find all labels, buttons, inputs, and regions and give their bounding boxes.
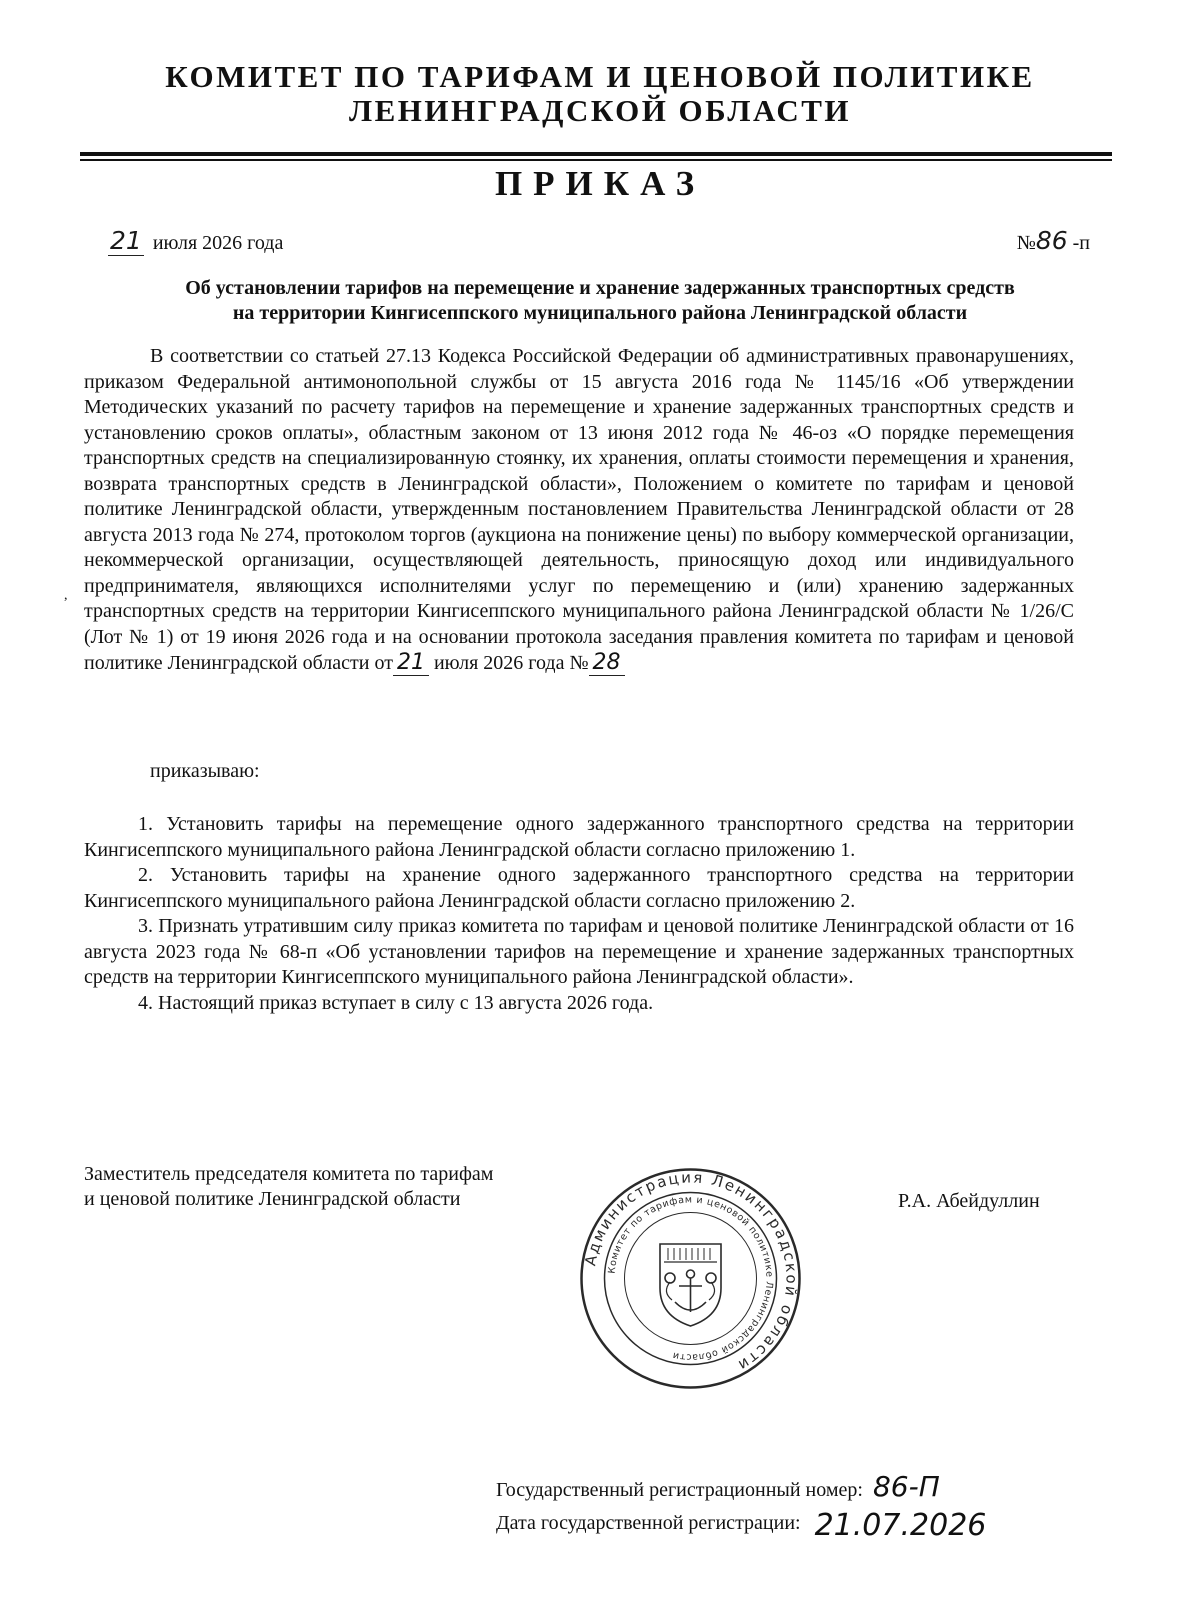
number-prefix: № bbox=[1016, 232, 1036, 254]
handwritten-day: 21 bbox=[110, 226, 142, 255]
registration-date-value: 21.07.2026 bbox=[814, 1508, 987, 1543]
registration-block bbox=[496, 1470, 987, 1543]
header-rule-thin bbox=[80, 159, 1112, 161]
order-items bbox=[84, 812, 1074, 1016]
signatory-position bbox=[84, 1162, 584, 1212]
issuer-line-1: КОМИТЕТ ПО ТАРИФАМ И ЦЕНОВОЙ ПОЛИТИКЕ bbox=[165, 59, 1035, 94]
title-line-1: Об установлении тарифов на перемещение и хранение задержанных транспортных средств bbox=[185, 277, 1015, 299]
date-rest: июля 2026 года bbox=[152, 232, 284, 254]
order-date bbox=[108, 226, 283, 255]
order-item: 3. Признать утратившим силу приказ комитета по тарифам и ценовой политике Ленинградской области от 16 августа 2023 года № 68-п «Об установлении тарифов на перемещение и хранение задержанных транспортных средств на территории Кингисеппского муниципального района Ленинградской области». bbox=[84, 915, 1074, 988]
document-type: ПРИКАЗ bbox=[494, 164, 706, 203]
title-line-2: на территории Кингисеппского муниципального района Ленинградской области bbox=[232, 302, 968, 324]
registration-date-row bbox=[496, 1505, 987, 1543]
seal-outer-text: Администрация Ленинградской области bbox=[581, 1168, 801, 1376]
position-line-1: Заместитель председателя комитета по тарифам bbox=[84, 1163, 494, 1185]
document-title bbox=[80, 276, 1120, 326]
number-suffix: -п bbox=[1072, 232, 1090, 254]
header-rule-thick bbox=[80, 152, 1112, 156]
preamble-paragraph bbox=[84, 344, 1074, 677]
registration-date-label: Дата государственной регистрации: bbox=[496, 1512, 801, 1534]
signatory-name: Р.А. Абейдуллин bbox=[898, 1190, 1040, 1212]
protocol-date-rest: июля 2026 года № bbox=[433, 652, 589, 674]
preamble-text: В соответствии со статьей 27.13 Кодекса Российской Федерации об административных правонарушениях, приказом Федеральной антимонопольной службы от 15 августа 2016 года № 1145/16 «Об утверждении Методических указаний по расчету тарифов на перемещение и хранение задержанных транспортных средств и установлению сроков оплаты», областным законом от 13 июня 2012 года № 46-оз «О порядке перемещения транспортных средств на специализированную стоянку, их хранения, оплаты стоимости перемещения и хранения, возврата транспортных средств в Ленинградской области», Положением о комитете по тарифам и ценовой политике Ленинградской области, утвержденным постановлением Правительства Ленинградской области от 28 августа 2013 года № 274, протоколом торгов (аукциона на понижение цены) по выбору коммерческой организации, некоммерческой организации, осуществляющей деятельность, приносящую доход или индивидуального предпринимателя, являющихся исполнителями услуг по перемещению и (или) хранению задержанных транспортных средств на территории Кингисеппского муниципального района Ленинградской области № 1/26/С (Лот № 1) от 19 июня 2026 года и на основании протокола заседания правления комитета по тарифам и ценовой политике Ленинградской области от bbox=[84, 345, 1074, 674]
seal-inner-text: Комитет по тарифам и ценовой политике Ленинградской области bbox=[606, 1194, 775, 1363]
registration-number-row bbox=[496, 1472, 986, 1505]
registration-number-value: 86-П bbox=[872, 1470, 940, 1503]
position-line-2: и ценовой политике Ленинградской области bbox=[84, 1188, 461, 1210]
registration-number-label: Государственный регистрационный номер: bbox=[496, 1479, 863, 1501]
margin-mark: , bbox=[64, 588, 68, 603]
official-seal bbox=[578, 1166, 803, 1391]
handwritten-protocol-day: 21 bbox=[393, 650, 429, 676]
order-verb: приказываю: bbox=[150, 760, 260, 782]
order-item: 2. Установить тарифы на хранение одного задержанного транспортного средства на территории Кингисеппского муниципального района Ленинградской области согласно приложению 2. bbox=[84, 864, 1074, 912]
handwritten-protocol-number: 28 bbox=[589, 650, 625, 676]
order-item: 1. Установить тарифы на перемещение одного задержанного транспортного средства на территории Кингисеппского муниципального района Ленинградской области согласно приложению 1. bbox=[84, 813, 1074, 861]
order-number bbox=[1017, 226, 1090, 255]
coat-of-arms-icon bbox=[660, 1244, 721, 1326]
order-item: 4. Настоящий приказ вступает в силу с 13 августа 2026 года. bbox=[138, 991, 654, 1014]
issuer-header bbox=[80, 60, 1120, 128]
issuer-line-2: ЛЕНИНГРАДСКОЙ ОБЛАСТИ bbox=[348, 93, 852, 128]
handwritten-number: 86 bbox=[1035, 226, 1068, 255]
